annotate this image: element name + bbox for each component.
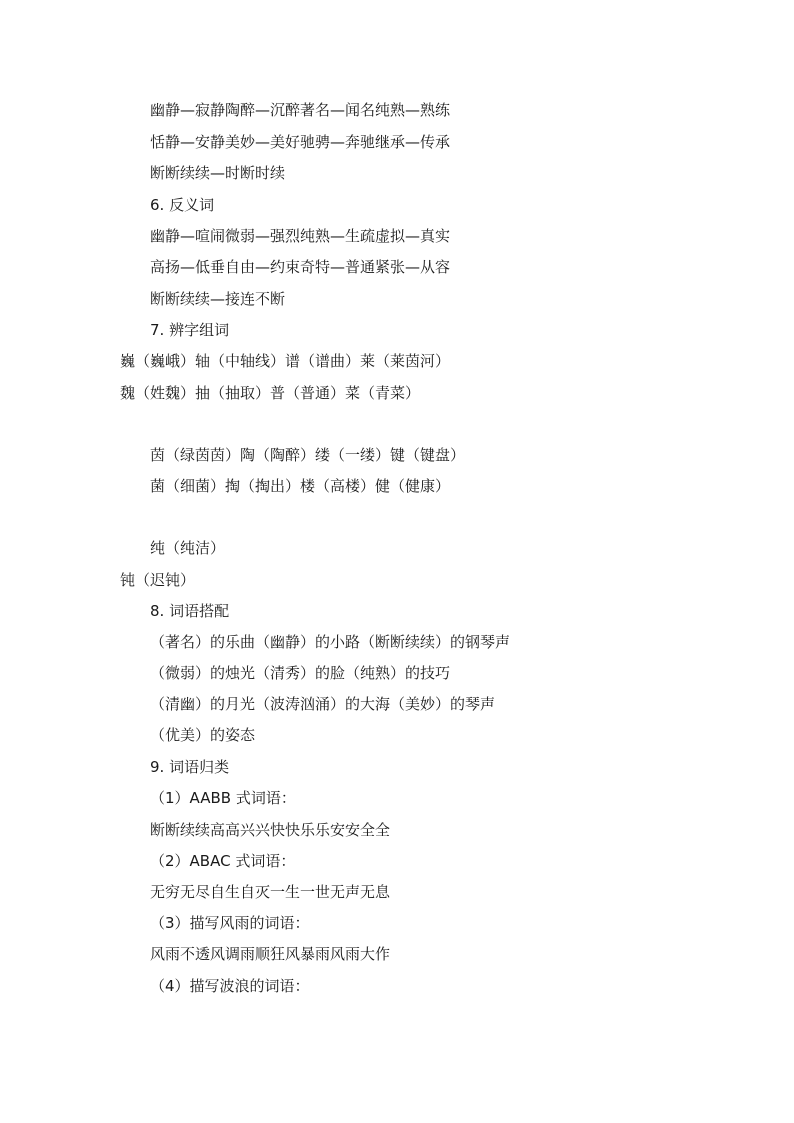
synonym-line-2: 恬静—安静美妙—美好驰骋—奔驰继承—传承 (150, 133, 451, 151)
classification-label-4: （4）描写波浪的词语： (150, 977, 310, 995)
collocation-line-4: （优美）的姿态 (150, 726, 256, 744)
distinguish-line-4: 菌（细菌）掏（掏出）楼（高楼）健（健康） (150, 477, 451, 495)
distinguish-line-1: 巍（巍峨）轴（中轴线）谱（谱曲）莱（莱茵河） (120, 352, 451, 370)
synonym-line-1: 幽静—寂静陶醉—沉醉著名—闻名纯熟—熟练 (150, 101, 451, 119)
classification-label-1: （1）AABB 式词语： (150, 789, 296, 807)
collocation-line-3: （清幽）的月光（波涛汹涌）的大海（美妙）的琴声 (150, 695, 496, 713)
collocation-line-2: （微弱）的烛光（清秀）的脸（纯熟）的技巧 (150, 664, 451, 682)
synonym-line-3: 断断续续—时断时续 (150, 164, 286, 182)
antonyms-heading: 6. 反义词 (150, 196, 215, 214)
classification-words-2: 无穷无尽自生自灭一生一世无声无息 (150, 883, 391, 901)
collocation-heading: 8. 词语搭配 (150, 602, 230, 620)
distinguish-line-3: 茵（绿茵茵）陶（陶醉）缕（一缕）键（键盘） (150, 446, 466, 464)
classification-words-1: 断断续续高高兴兴快快乐乐安安全全 (150, 821, 391, 839)
distinguish-line-5: 纯（纯洁） (150, 539, 226, 557)
antonym-line-1: 幽静—喧闹微弱—强烈纯熟—生疏虚拟—真实 (150, 227, 451, 245)
distinguish-heading: 7. 辨字组词 (150, 321, 230, 339)
antonym-line-3: 断断续续—接连不断 (150, 290, 286, 308)
distinguish-line-2: 魏（姓魏）抽（抽取）普（普通）菜（青菜） (120, 384, 421, 402)
distinguish-line-6: 钝（迟钝） (120, 571, 196, 589)
antonym-line-2: 高扬—低垂自由—约束奇特—普通紧张—从容 (150, 258, 451, 276)
classification-words-3: 风雨不透风调雨顺狂风暴雨风雨大作 (150, 945, 391, 963)
collocation-line-1: （著名）的乐曲（幽静）的小路（断断续续）的钢琴声 (150, 633, 511, 651)
classification-label-3: （3）描写风雨的词语： (150, 914, 310, 932)
classification-heading: 9. 词语归类 (150, 758, 230, 776)
classification-label-2: （2）ABAC 式词语： (150, 852, 296, 870)
